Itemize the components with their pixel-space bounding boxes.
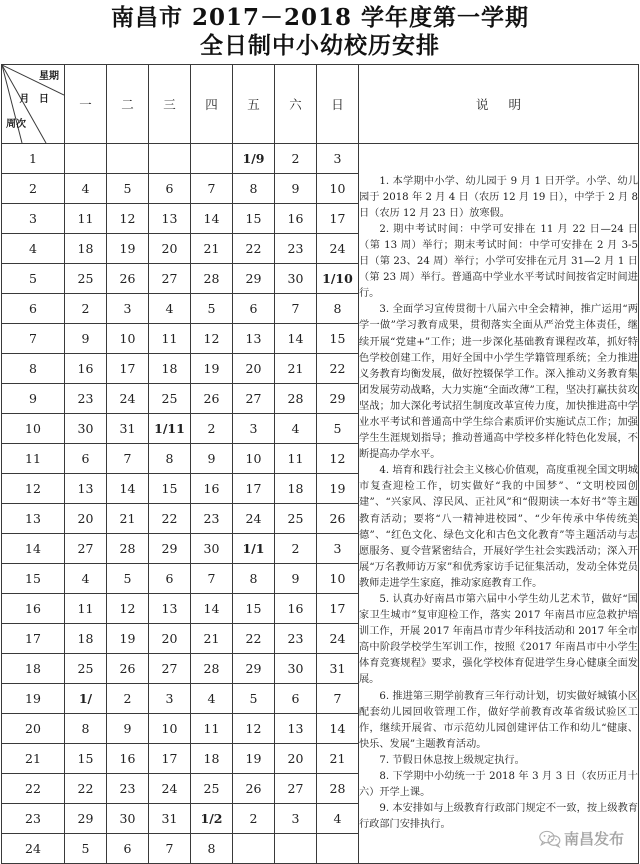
day-cell: 29 [149, 534, 191, 564]
day-cell: 13 [275, 714, 317, 744]
day-cell: 29 [65, 804, 107, 834]
day-cell: 27 [275, 774, 317, 804]
day-cell: 20 [275, 744, 317, 774]
day-cell: 14 [191, 594, 233, 624]
day-cell: 23 [65, 384, 107, 414]
day-cell: 14 [317, 714, 359, 744]
day-cell [275, 834, 317, 864]
day-cell: 10 [107, 324, 149, 354]
week-number-cell: 11 [2, 444, 65, 474]
day-cell: 6 [275, 684, 317, 714]
week-number-cell: 20 [2, 714, 65, 744]
note-item: 1. 本学期中小学、幼儿园于 9 月 1 日开学。小学、幼儿园于 2018 年 2 月 4 日（农历 12 月 19 日），中学于 2 月 8 日（农历 12 月 23 日）放寒假。 [359, 175, 638, 219]
day-cell: 28 [191, 654, 233, 684]
day-cell: 2 [275, 534, 317, 564]
day-cell: 15 [233, 204, 275, 234]
note-item: 3. 全面学习宣传贯彻十八届六中全会精神，推广运用“两学一做”学习教育成果，贯彻落实全面从严治党主体责任，继续开展“党建+”工作；进一步深化基础教育课程改革，抓好特色学校创建工作，用好全国中小学生学籍管理系统；全力推进义务教育均衡发展，做好控辍保学工作。深入推动义务教育集团发展劳动战略，大力实施“全面改薄”工程，坚决打赢扶贫攻坚战；加大深化考试招生制度改革宣传力度，加快推进高中学业水平考试和普通高中学生综合素质评价实施试点工作；加强学生生涯规划指导；推动普通高中学校多样化特色化发展，不断提高办学水平。 [359, 304, 638, 461]
day-cell: 9 [275, 174, 317, 204]
title-line-1: 南昌市 2017－2018 学年度第一学期 [110, 4, 530, 31]
day-cell: 15 [317, 324, 359, 354]
day-cell: 22 [149, 504, 191, 534]
day-cell: 18 [65, 234, 107, 264]
day-cell: 8 [191, 834, 233, 864]
day-cell: 27 [65, 534, 107, 564]
week-number-cell: 22 [2, 774, 65, 804]
day-cell: 26 [233, 774, 275, 804]
day-cell: 21 [317, 744, 359, 774]
day-cell: 7 [107, 444, 149, 474]
day-cell: 17 [317, 594, 359, 624]
day-cell: 23 [191, 504, 233, 534]
day-cell: 25 [275, 504, 317, 534]
day-cell: 7 [275, 294, 317, 324]
day-cell: 16 [107, 744, 149, 774]
page-title [0, 0, 640, 60]
week-number-cell: 3 [2, 204, 65, 234]
day-cell: 25 [191, 774, 233, 804]
day-cell: 3 [233, 414, 275, 444]
day-cell: 2 [107, 684, 149, 714]
day-cell: 12 [191, 324, 233, 354]
day-cell: 16 [191, 474, 233, 504]
weekday-header-sat: 六 [275, 65, 317, 144]
day-cell: 27 [149, 654, 191, 684]
note-item: 4. 培育和践行社会主义核心价值观，高度重视全国文明城市复查迎检工作，切实做好“我的中国梦”、“文明校园创建”、“兴家风、淳民风、正社风”和“假期读一本好书”等主题教育活动；要将“八一精神进校园”、“少年传承中华传统美德”、“红色文化、绿色文化和古色文化教育”等主题活动与志愿服务、夏令营紧密结合，开展好学生社会实践活动；深入开展“万名教师访万家”和优秀家访手记征集活动，发动全体党员教师走进学生家庭，推动家庭教育工作。 [359, 465, 638, 589]
day-cell: 2 [191, 414, 233, 444]
day-cell: 25 [65, 264, 107, 294]
day-cell: 8 [317, 294, 359, 324]
day-cell: 30 [65, 414, 107, 444]
day-cell: 3 [149, 684, 191, 714]
day-cell: 5 [107, 564, 149, 594]
day-cell: 4 [65, 564, 107, 594]
day-cell: 31 [107, 414, 149, 444]
week-number-cell: 21 [2, 744, 65, 774]
day-cell: 17 [107, 354, 149, 384]
day-cell: 17 [149, 744, 191, 774]
day-cell [191, 144, 233, 174]
day-cell: 21 [191, 624, 233, 654]
day-cell: 13 [149, 594, 191, 624]
note-item: 6. 推进第三期学前教育三年行动计划，切实做好城镇小区配套幼儿园回收管理工作，做好学前教育改革省级试验区工作，继续开展省、市示范幼儿园创建评估工作和幼儿“健康、快乐、发展”主题教育活动。 [359, 690, 638, 750]
day-cell: 7 [191, 564, 233, 594]
day-cell: 5 [65, 834, 107, 864]
corner-week-number-label: 周次 [6, 119, 26, 130]
day-cell: 21 [275, 354, 317, 384]
day-cell: 12 [107, 204, 149, 234]
day-cell: 24 [107, 384, 149, 414]
note-item: 9. 本安排如与上级教育行政部门规定不一致，按上级教育行政部门安排执行。 [359, 803, 638, 831]
week-number-cell: 12 [2, 474, 65, 504]
day-cell [149, 144, 191, 174]
day-cell: 27 [149, 264, 191, 294]
week-number-cell: 2 [2, 174, 65, 204]
day-cell [107, 144, 149, 174]
day-cell: 20 [149, 624, 191, 654]
day-cell: 1/ [65, 684, 107, 714]
day-cell: 16 [65, 354, 107, 384]
day-cell: 1/1 [233, 534, 275, 564]
day-cell: 12 [107, 594, 149, 624]
day-cell: 26 [107, 264, 149, 294]
day-cell: 9 [275, 564, 317, 594]
day-cell: 28 [107, 534, 149, 564]
day-cell: 20 [233, 354, 275, 384]
day-cell: 30 [191, 534, 233, 564]
day-cell: 22 [317, 354, 359, 384]
week-number-cell: 9 [2, 384, 65, 414]
day-cell: 11 [65, 204, 107, 234]
note-item: 8. 下学期中小幼统一于 2018 年 3 月 3 日（农历正月十六）开学上课。 [359, 771, 638, 799]
day-cell: 7 [191, 174, 233, 204]
day-cell [233, 834, 275, 864]
title-line-2: 全日制中小幼校历安排 [200, 32, 440, 59]
day-cell: 15 [65, 744, 107, 774]
day-cell: 31 [317, 654, 359, 684]
day-cell: 22 [233, 624, 275, 654]
day-cell: 25 [65, 654, 107, 684]
day-cell: 26 [191, 384, 233, 414]
day-cell: 30 [275, 654, 317, 684]
day-cell: 14 [275, 324, 317, 354]
day-cell: 4 [191, 684, 233, 714]
day-cell: 7 [149, 834, 191, 864]
day-cell: 20 [65, 504, 107, 534]
day-cell: 19 [107, 624, 149, 654]
header-row [2, 65, 639, 144]
day-cell: 18 [275, 474, 317, 504]
day-cell: 28 [275, 384, 317, 414]
day-cell: 24 [317, 234, 359, 264]
day-cell: 12 [317, 444, 359, 474]
day-cell: 13 [149, 204, 191, 234]
day-cell: 26 [107, 654, 149, 684]
day-cell: 19 [317, 474, 359, 504]
note-item: 2. 期中考试时间：中学可安排在 11 月 22 日—24 日（第 13 周）举行；期末考试时间：中学可安排在 2 月 3-5 日（第 23、24 周）举行；小学可安排在元月 31—2 月 1 日（第 23 周）举行。普通高中学业水平考试时间按省定时间进行。 [359, 223, 638, 300]
week-number-cell: 17 [2, 624, 65, 654]
table-row [2, 144, 639, 174]
weekday-header-sun: 日 [317, 65, 359, 144]
day-cell: 14 [107, 474, 149, 504]
day-cell: 6 [149, 564, 191, 594]
week-number-cell: 10 [2, 414, 65, 444]
day-cell: 23 [275, 624, 317, 654]
day-cell: 1/2 [191, 804, 233, 834]
day-cell: 6 [107, 834, 149, 864]
day-cell: 10 [233, 444, 275, 474]
week-number-cell: 15 [2, 564, 65, 594]
day-cell: 29 [233, 654, 275, 684]
day-cell: 5 [233, 684, 275, 714]
day-cell: 24 [317, 624, 359, 654]
day-cell: 30 [107, 804, 149, 834]
school-calendar-table [1, 64, 639, 864]
day-cell: 23 [107, 774, 149, 804]
day-cell: 4 [317, 804, 359, 834]
day-cell: 2 [65, 294, 107, 324]
table-header [2, 65, 639, 144]
day-cell: 31 [149, 804, 191, 834]
day-cell: 6 [233, 294, 275, 324]
week-number-cell: 7 [2, 324, 65, 354]
week-number-cell: 5 [2, 264, 65, 294]
notes-list [359, 174, 638, 834]
day-cell: 5 [107, 174, 149, 204]
corner-header-cell [2, 65, 65, 144]
day-cell: 30 [275, 264, 317, 294]
day-cell: 13 [65, 474, 107, 504]
day-cell: 29 [317, 384, 359, 414]
watermark-text: 南昌发布 [563, 830, 624, 848]
day-cell: 8 [149, 444, 191, 474]
day-cell: 22 [233, 234, 275, 264]
day-cell: 24 [149, 774, 191, 804]
day-cell: 6 [65, 444, 107, 474]
day-cell: 3 [317, 534, 359, 564]
day-cell: 8 [65, 714, 107, 744]
day-cell: 18 [191, 744, 233, 774]
week-number-cell: 14 [2, 534, 65, 564]
week-number-cell: 18 [2, 654, 65, 684]
note-item: 7. 节假日休息按上级规定执行。 [379, 754, 525, 766]
day-cell: 25 [149, 384, 191, 414]
note-column-header: 说 明 [359, 65, 639, 144]
day-cell: 1/11 [149, 414, 191, 444]
day-cell: 16 [275, 204, 317, 234]
day-cell: 10 [317, 174, 359, 204]
day-cell: 22 [65, 774, 107, 804]
day-cell: 8 [233, 174, 275, 204]
day-cell: 14 [191, 204, 233, 234]
day-cell: 1/10 [317, 264, 359, 294]
day-cell: 11 [65, 594, 107, 624]
day-cell: 28 [191, 264, 233, 294]
day-cell: 9 [107, 714, 149, 744]
week-number-cell: 24 [2, 834, 65, 864]
day-cell: 19 [233, 744, 275, 774]
weekday-header-tue: 二 [107, 65, 149, 144]
day-cell: 12 [233, 714, 275, 744]
day-cell: 11 [275, 444, 317, 474]
day-cell [317, 834, 359, 864]
day-cell: 13 [233, 324, 275, 354]
day-cell: 19 [191, 354, 233, 384]
day-cell: 11 [191, 714, 233, 744]
corner-weekday-label: 星期 [39, 71, 59, 82]
day-cell: 8 [233, 564, 275, 594]
day-cell: 17 [317, 204, 359, 234]
table-body [2, 144, 639, 864]
day-cell: 10 [317, 564, 359, 594]
day-cell: 24 [233, 504, 275, 534]
week-number-cell: 19 [2, 684, 65, 714]
day-cell: 9 [65, 324, 107, 354]
day-cell: 28 [317, 774, 359, 804]
day-cell: 23 [275, 234, 317, 264]
day-cell: 7 [317, 684, 359, 714]
day-cell: 20 [149, 234, 191, 264]
day-cell: 16 [275, 594, 317, 624]
week-number-cell: 16 [2, 594, 65, 624]
day-cell: 11 [149, 324, 191, 354]
week-number-cell: 13 [2, 504, 65, 534]
day-cell: 9 [191, 444, 233, 474]
day-cell: 4 [275, 414, 317, 444]
day-cell: 3 [275, 804, 317, 834]
week-number-cell: 4 [2, 234, 65, 264]
day-cell: 5 [317, 414, 359, 444]
notes-cell [359, 144, 639, 864]
day-cell: 21 [107, 504, 149, 534]
day-cell: 19 [107, 234, 149, 264]
corner-month-day-label: 月 日 [19, 94, 52, 105]
week-number-cell: 8 [2, 354, 65, 384]
weekday-header-wed: 三 [149, 65, 191, 144]
day-cell: 6 [149, 174, 191, 204]
day-cell: 27 [233, 384, 275, 414]
week-number-cell: 23 [2, 804, 65, 834]
week-number-cell: 6 [2, 294, 65, 324]
day-cell: 29 [233, 264, 275, 294]
day-cell: 5 [191, 294, 233, 324]
day-cell: 4 [65, 174, 107, 204]
day-cell: 2 [233, 804, 275, 834]
day-cell: 15 [149, 474, 191, 504]
weekday-header-thu: 四 [191, 65, 233, 144]
day-cell: 21 [191, 234, 233, 264]
day-cell: 3 [107, 294, 149, 324]
week-number-cell: 1 [2, 144, 65, 174]
weekday-header-mon: 一 [65, 65, 107, 144]
day-cell: 18 [65, 624, 107, 654]
day-cell: 4 [149, 294, 191, 324]
weekday-header-fri: 五 [233, 65, 275, 144]
day-cell: 17 [233, 474, 275, 504]
day-cell: 1/9 [233, 144, 275, 174]
day-cell: 2 [275, 144, 317, 174]
day-cell: 26 [317, 504, 359, 534]
day-cell: 18 [149, 354, 191, 384]
note-item: 5. 认真办好南昌市第六届中小学生幼儿艺术节，做好“国家卫生城市”复审迎检工作，落实 2017 年南昌市应急救护培训工作，开展 2017 年南昌市青少年科技活动和 2017 年全市高中阶段学校学生军训工作，按照《2017 年南昌市中小学生体育竞赛规程》要求，强化学校体育促进学生身心健康全面发展。 [359, 594, 638, 686]
day-cell: 10 [149, 714, 191, 744]
day-cell: 3 [317, 144, 359, 174]
day-cell [65, 144, 107, 174]
day-cell: 15 [233, 594, 275, 624]
